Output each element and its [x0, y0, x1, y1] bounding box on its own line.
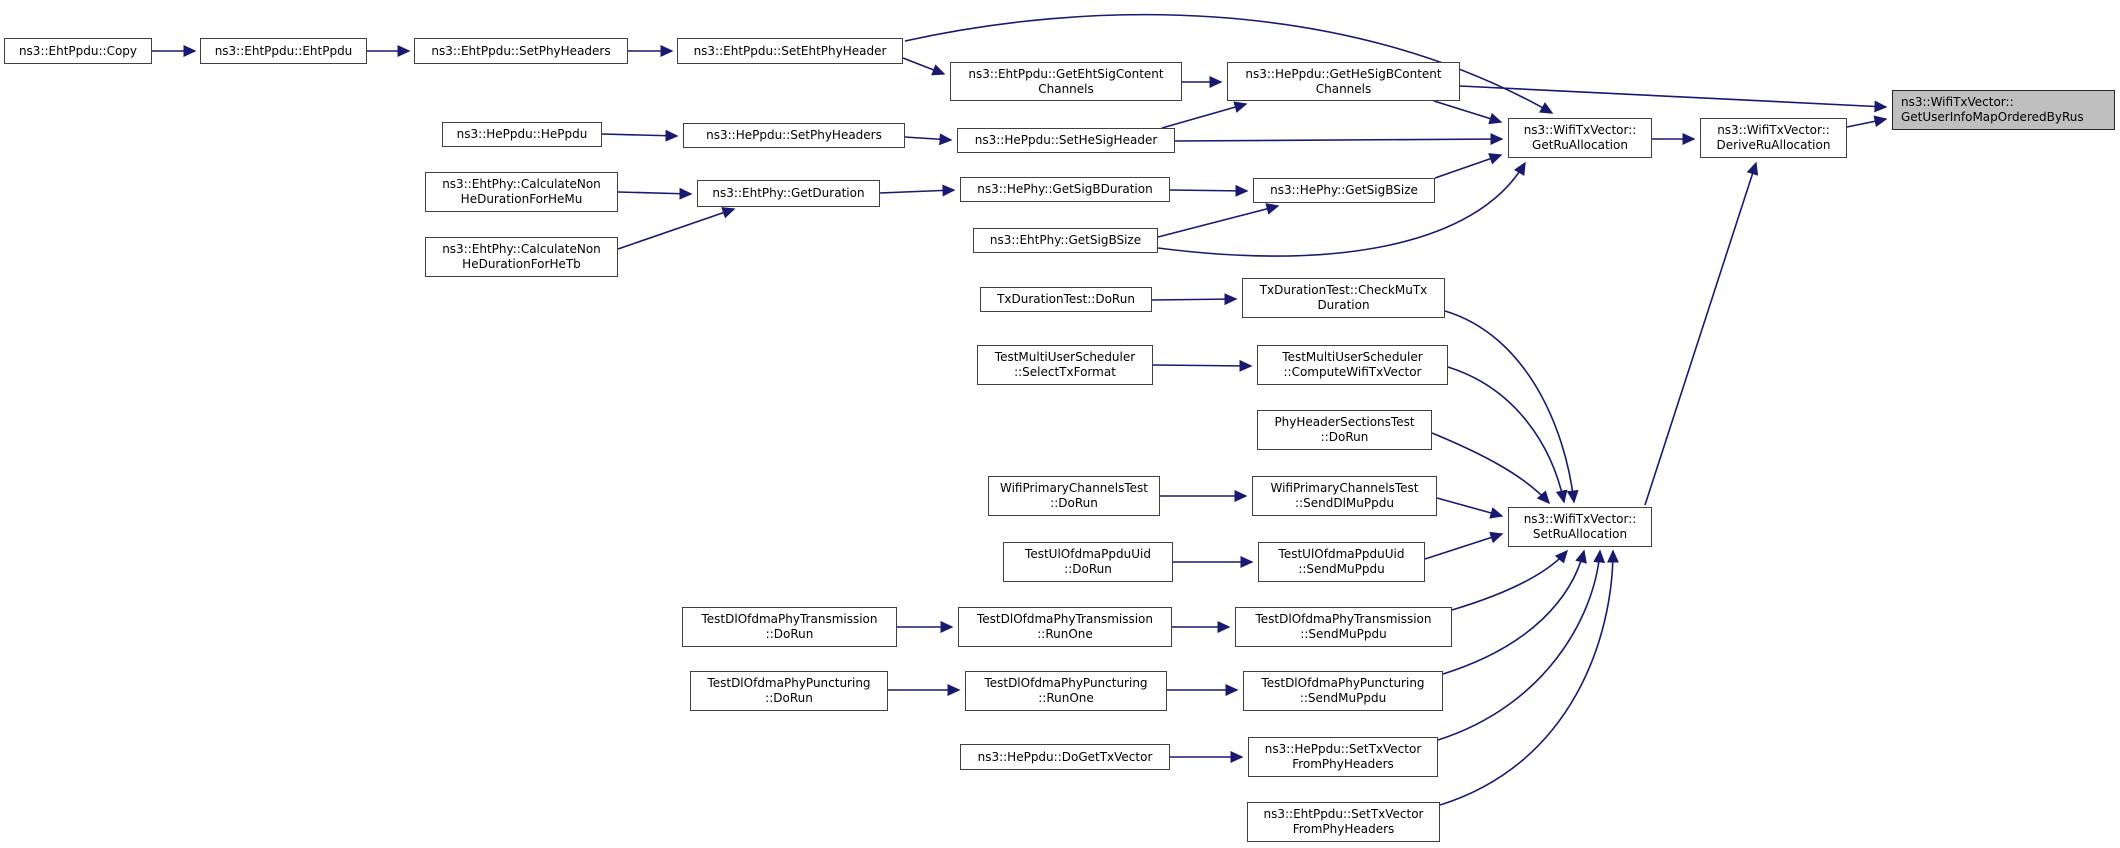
- node-label-line: ns3::WifiTxVector::: [1717, 123, 1830, 137]
- node-label-line: WifiPrimaryChannelsTest: [999, 481, 1148, 495]
- node-label-line: ns3::HePpdu::SetPhyHeaders: [706, 128, 882, 142]
- graph-node-eht_getdur[interactable]: [697, 180, 880, 207]
- edge-eht_setehtphy->eht_getehtsig: [903, 58, 944, 74]
- node-label-line: TestDlOfdmaPhyPuncturing: [1261, 676, 1425, 690]
- graph-node-wtv_deriveru[interactable]: [1700, 118, 1847, 158]
- graph-node-wtv_getuserinfo[interactable]: [1892, 90, 2115, 130]
- edge-he_sethesig->wtv_getru: [1175, 139, 1502, 141]
- node-label-line: ns3::EhtPpdu::SetEhtPhyHeader: [693, 43, 887, 58]
- graph-node-calc_hemu[interactable]: [425, 172, 618, 212]
- edge-eht_getsigbsize->wtv_getru: [1158, 163, 1525, 256]
- graph-node-eht_getehtsig[interactable]: [950, 62, 1182, 101]
- node-label-line: TestDlOfdmaPhyPuncturing: [707, 676, 871, 690]
- node-label-line: ::SelectTxFormat: [1014, 365, 1116, 379]
- graph-node-wtv_setru[interactable]: [1508, 507, 1652, 547]
- graph-node-he_sethesig[interactable]: [957, 128, 1175, 153]
- node-label-line: Channels: [1315, 81, 1372, 96]
- edge-dlt_sendmu->wtv_setru: [1452, 551, 1567, 610]
- edge-eht_getdur->he_getsigbdur: [880, 190, 954, 193]
- node-label-line: Duration: [1317, 298, 1370, 312]
- node-label-line: ::SendMuPpdu: [1300, 627, 1387, 641]
- graph-node-dlp_sendmu[interactable]: [1243, 671, 1443, 711]
- node-label-line: ns3::WifiTxVector::: [1523, 123, 1637, 137]
- edge-wtv_setru->wtv_deriveru: [1645, 163, 1756, 505]
- graph-node-he_ctor[interactable]: [442, 122, 602, 147]
- edge-phyhdr_dorun->wtv_setru: [1432, 433, 1549, 503]
- node-label-line: ns3::HePpdu::DoGetTxVector: [977, 749, 1153, 764]
- node-label-line: ns3::EhtPpdu::EhtPpdu: [214, 43, 353, 58]
- graph-node-tul_sendmu[interactable]: [1258, 542, 1425, 582]
- graph-node-he_gethesigb[interactable]: [1227, 62, 1460, 101]
- edge-eht_getsigbsize->he_getsigbsize: [1158, 206, 1278, 237]
- node-label-line: ns3::HePhy::GetSigBDuration: [977, 182, 1153, 196]
- node-label-line: ns3::EhtPpdu::GetEhtSigContent: [968, 66, 1164, 81]
- graph-node-eht_getsigbsize[interactable]: [973, 228, 1158, 253]
- node-label-line: ns3::EhtPhy::CalculateNon: [442, 242, 601, 256]
- edge-txdur_dorun->txdur_checkmu: [1152, 299, 1236, 300]
- node-label-line: GetUserInfoMapOrderedByRus: [1901, 110, 2084, 124]
- graph-node-tmus_select[interactable]: [977, 345, 1153, 385]
- edge-wpc_senddl->wtv_setru: [1437, 498, 1502, 516]
- node-label-line: TestDlOfdmaPhyPuncturing: [984, 676, 1148, 690]
- node-label-line: ns3::WifiTxVector::: [1523, 512, 1637, 526]
- node-label-line: ns3::EhtPpdu::Copy: [18, 43, 138, 58]
- node-label-line: ::DoRun: [1064, 562, 1112, 576]
- node-label-line: TestDlOfdmaPhyTransmission: [1255, 612, 1432, 626]
- node-label-line: TxDurationTest::DoRun: [997, 292, 1135, 306]
- node-label-line: ns3::EhtPhy::GetSigBSize: [989, 233, 1142, 247]
- graph-node-txdur_dorun[interactable]: [980, 287, 1152, 312]
- graph-node-eht_setphy[interactable]: [414, 38, 628, 64]
- node-label-line: TestDlOfdmaPhyTransmission: [701, 612, 878, 626]
- node-label-line: Channels: [1038, 81, 1094, 96]
- graph-node-dlt_dorun[interactable]: [682, 607, 897, 647]
- graph-node-he_dogettx[interactable]: [960, 744, 1170, 770]
- node-label-line: ::DoRun: [765, 627, 814, 641]
- edge-he_getsigbdur->he_getsigbsize: [1170, 190, 1247, 191]
- edge-he_settxvec->wtv_setru: [1438, 551, 1600, 740]
- graph-node-he_setphy[interactable]: [683, 123, 905, 148]
- node-label-line: PhyHeaderSectionsTest: [1274, 415, 1415, 429]
- edge-tmus_compute->wtv_setru: [1448, 367, 1564, 502]
- edge-dlp_sendmu->wtv_setru: [1443, 551, 1584, 674]
- node-label-line: FromPhyHeaders: [1292, 757, 1394, 771]
- graph-node-tul_dorun[interactable]: [1003, 542, 1173, 582]
- node-label-line: TxDurationTest::CheckMuTx: [1259, 283, 1428, 297]
- node-label-line: ::SendMuPpdu: [1298, 562, 1385, 576]
- edge-he_gethesigb->wtv_getru: [1434, 101, 1501, 122]
- node-label-line: ::RunOne: [1037, 627, 1093, 641]
- node-label-line: ::DoRun: [765, 691, 813, 705]
- node-label-line: ns3::HePpdu::GetHeSigBContent: [1245, 66, 1442, 81]
- node-label-line: ns3::HePpdu::SetHeSigHeader: [974, 133, 1158, 147]
- node-label-line: WifiPrimaryChannelsTest: [1270, 481, 1419, 495]
- edge-wtv_deriveru->wtv_getuserinfo: [1847, 119, 1886, 127]
- graph-node-dlp_dorun[interactable]: [690, 671, 888, 711]
- graph-node-eht_copy[interactable]: [4, 38, 152, 64]
- node-label-line: ::RunOne: [1038, 691, 1094, 705]
- graph-node-phyhdr_dorun[interactable]: [1257, 410, 1432, 450]
- graph-node-wtv_getru[interactable]: [1508, 118, 1652, 158]
- node-label-line: ::DoRun: [1320, 430, 1369, 444]
- node-label-line: ::SendDlMuPpdu: [1295, 496, 1394, 510]
- graph-node-txdur_checkmu[interactable]: [1242, 278, 1445, 318]
- node-label-line: ns3::WifiTxVector::: [1901, 95, 2014, 109]
- edge-he_ctor->he_setphy: [602, 134, 677, 136]
- node-label-line: ns3::HePpdu::SetTxVector: [1264, 742, 1422, 756]
- edge-he_gethesigb->wtv_getuserinfo: [1460, 86, 1886, 107]
- graph-node-eht_ctor[interactable]: [200, 38, 367, 64]
- graph-node-he_getsigbdur[interactable]: [960, 177, 1170, 202]
- edge-calc_hetb->eht_getdur: [618, 209, 734, 249]
- node-label-line: HeDurationForHeTb: [462, 257, 581, 271]
- node-label-line: FromPhyHeaders: [1292, 822, 1395, 836]
- edge-txdur_checkmu->wtv_setru: [1445, 311, 1574, 502]
- edge-tmus_select->tmus_compute: [1153, 365, 1251, 366]
- node-label-line: TestMultiUserScheduler: [994, 350, 1136, 364]
- node-label-line: TestUlOfdmaPpduUid: [1278, 547, 1405, 561]
- edge-he_sethesig->he_gethesigb: [1162, 104, 1246, 128]
- graph-node-dlp_runone[interactable]: [965, 671, 1167, 711]
- edge-eht_settxvec->wtv_setru: [1440, 551, 1613, 805]
- node-label-line: ns3::EhtPpdu::SetTxVector: [1263, 807, 1424, 821]
- node-label-line: DeriveRuAllocation: [1716, 138, 1831, 152]
- node-label-line: GetRuAllocation: [1532, 138, 1628, 152]
- node-label-line: ns3::EhtPpdu::SetPhyHeaders: [431, 43, 611, 58]
- edge-tul_sendmu->wtv_setru: [1425, 534, 1502, 559]
- graph-node-wpc_dorun[interactable]: [988, 476, 1160, 516]
- graph-node-he_getsigbsize[interactable]: [1253, 178, 1435, 203]
- node-label-line: TestUlOfdmaPpduUid: [1025, 547, 1151, 561]
- graph-node-eht_settxvec[interactable]: [1247, 802, 1440, 842]
- graph-node-he_settxvec[interactable]: [1248, 737, 1438, 777]
- node-label-line: TestMultiUserScheduler: [1282, 350, 1423, 364]
- node-label-line: SetRuAllocation: [1532, 527, 1628, 541]
- node-label-line: ns3::EhtPhy::CalculateNon: [442, 177, 601, 191]
- node-label-line: ns3::HePpdu::HePpdu: [456, 127, 588, 141]
- node-label-line: TestDlOfdmaPhyTransmission: [977, 612, 1153, 626]
- edge-calc_hemu->eht_getdur: [618, 192, 691, 194]
- node-label-line: ::DoRun: [1050, 496, 1098, 510]
- graph-node-tmus_compute[interactable]: [1257, 345, 1448, 385]
- graph-node-eht_setehtphy[interactable]: [677, 38, 903, 64]
- graph-node-dlt_runone[interactable]: [958, 607, 1172, 647]
- node-label-line: ns3::EhtPhy::GetDuration: [712, 186, 865, 200]
- node-label-line: ::ComputeWifiTxVector: [1283, 365, 1422, 379]
- edge-he_getsigbsize->wtv_getru: [1435, 155, 1501, 178]
- node-label-line: HeDurationForHeMu: [460, 192, 583, 206]
- graph-node-wpc_senddl[interactable]: [1252, 476, 1437, 516]
- node-label-line: ::SendMuPpdu: [1299, 691, 1387, 705]
- edge-he_setphy->he_sethesig: [905, 137, 951, 140]
- graph-node-calc_hetb[interactable]: [425, 237, 618, 277]
- graph-node-dlt_sendmu[interactable]: [1235, 607, 1452, 647]
- node-label-line: ns3::HePhy::GetSigBSize: [1270, 183, 1418, 197]
